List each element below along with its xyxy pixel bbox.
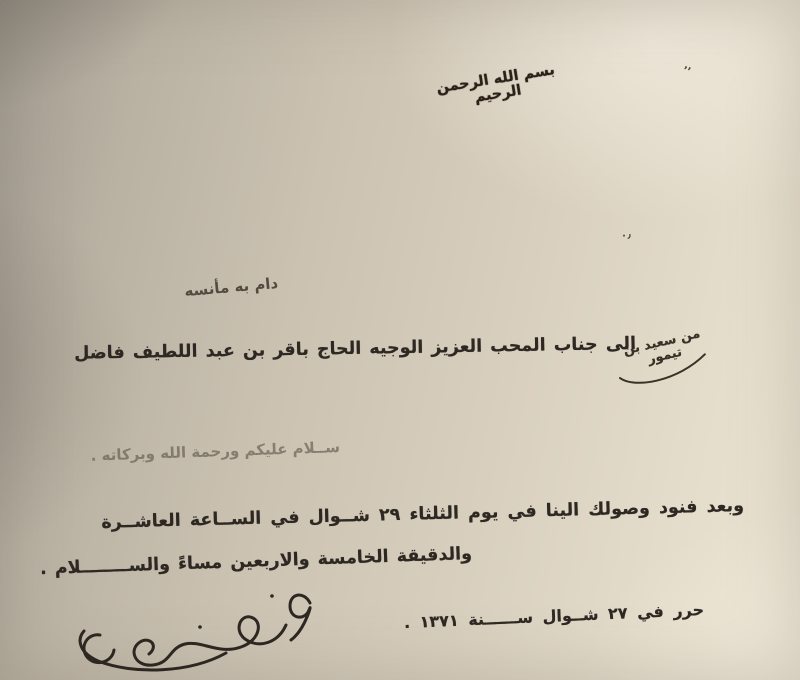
address-line: الى جناب المحب العزيز الوجيه الحاج باقر بن عبد اللطيف فاضل <box>73 334 637 364</box>
honorific-line: دام به مأنسه <box>183 274 279 301</box>
date-line: حرر في ٢٧ شــوال ســــــنة ١٣٧١ . <box>403 600 705 633</box>
body-line-2: والدقيقة الخامسة والاربعين مساءً والســــــــلام . <box>39 544 473 580</box>
sender-calligraphic-mark: من سعيد بن تيمور <box>621 326 702 367</box>
body-line-1: وبعد فنود وصولك الينا في يوم الثلثاء ٢٩ شــوال في الســاعة العاشــرة <box>101 496 745 533</box>
greeting-line: ســلام عليكم ورحمة الله وبركاته . <box>90 438 341 465</box>
signature-scrawl <box>48 583 324 680</box>
bismillah-calligraphy: بسم الله الرحمن الرحيم <box>435 62 556 106</box>
ink-speck: ٬٬ <box>681 65 692 78</box>
ink-speck: ٠٫ <box>620 229 632 242</box>
